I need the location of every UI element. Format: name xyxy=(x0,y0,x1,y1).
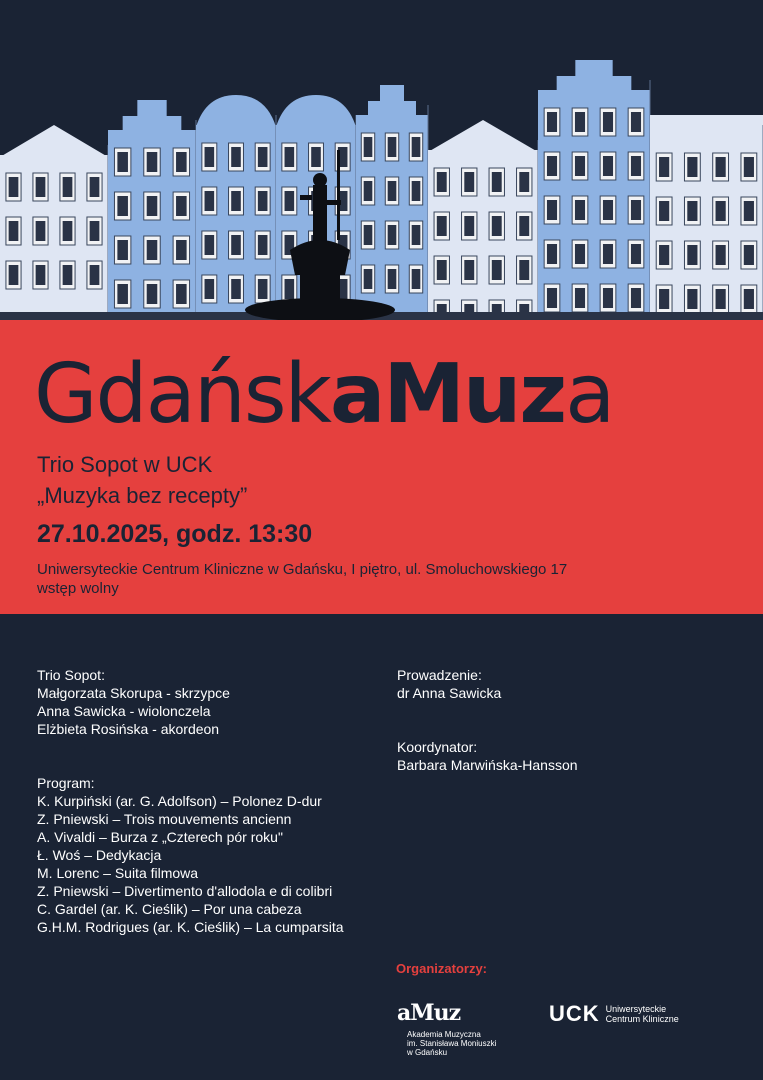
amuz-logo xyxy=(397,1000,496,1057)
program-item: Z. Pniewski – Divertimento d'allodola e di colibri xyxy=(37,883,333,899)
uck-name-line: Centrum Kliniczne xyxy=(605,1014,679,1024)
credits-column xyxy=(397,666,578,774)
program-item: Z. Pniewski – Trois mouvements ancienn xyxy=(37,811,292,827)
performer-item: Elżbieta Rosińska - akordeon xyxy=(37,721,220,737)
performers-heading: Trio Sopot: xyxy=(37,667,105,683)
program-item: K. Kurpiński (ar. G. Adolfson) – Polonez D-dur xyxy=(37,793,322,809)
program-item: Ł. Woś – Dedykacja xyxy=(37,847,162,863)
performers-program-column xyxy=(37,666,344,936)
title-part-a: a xyxy=(565,347,614,442)
amuz-name-line: im. Stanisława Moniuszki xyxy=(407,1039,497,1048)
program-item: A. Vivaldi – Burza z „Czterech pór roku" xyxy=(37,829,283,845)
amuz-name-line: Akademia Muzyczna xyxy=(407,1030,481,1039)
hero-townhouses-illustration xyxy=(0,0,763,320)
performer-item: Anna Sawicka - wiolonczela xyxy=(37,703,211,719)
concert-title: Trio Sopot w UCK xyxy=(37,452,213,477)
amuz-logo-mark: aMuz xyxy=(397,1000,461,1026)
organizers-heading: Organizatorzy: xyxy=(396,961,488,976)
amuz-name-line: w Gdańsku xyxy=(407,1048,448,1057)
event-date: 27.10.2025, godz. 13:30 xyxy=(37,520,313,548)
program-item: G.H.M. Rodrigues (ar. K. Cieślik) – La cumparsita xyxy=(37,919,344,935)
uck-name-line: Uniwersyteckie xyxy=(605,1004,667,1014)
title-part-gdansk: Gdańsk xyxy=(34,347,331,442)
program-heading: Program: xyxy=(37,775,95,791)
performer-item: Małgorzata Skorupa - skrzypce xyxy=(37,685,230,701)
event-venue: Uniwersyteckie Centrum Kliniczne w Gdańsku, I piętro, ul. Smoluchowskiego 17 xyxy=(37,561,568,578)
coordinator-name: Barbara Marwińska-Hansson xyxy=(397,757,578,773)
title-part-amuz: aMuz xyxy=(330,347,566,442)
program-item: C. Gardel (ar. K. Cieślik) – Por una cabeza xyxy=(37,901,302,917)
program-item: M. Lorenc – Suita filmowa xyxy=(37,865,199,881)
entry-info: wstęp wolny xyxy=(37,580,119,597)
uck-logo xyxy=(549,1001,679,1027)
uck-logo-mark: UCK xyxy=(549,1001,600,1026)
host-heading: Prowadzenie: xyxy=(397,667,482,683)
coordinator-heading: Koordynator: xyxy=(397,739,478,755)
event-series-title xyxy=(34,347,614,442)
concert-subtitle: „Muzyka bez recepty” xyxy=(37,483,248,508)
host-name: dr Anna Sawicka xyxy=(397,685,502,701)
